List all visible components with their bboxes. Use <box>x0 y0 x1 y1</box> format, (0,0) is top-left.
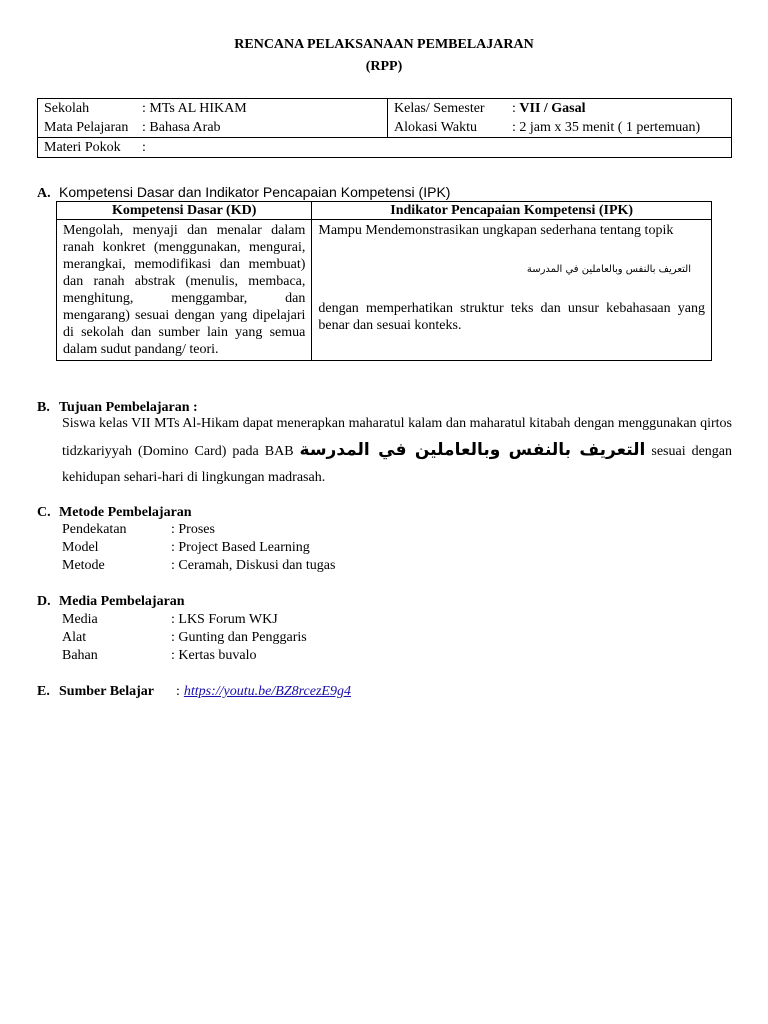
list-item: Metode : Ceramah, Diskusi dan tugas <box>62 558 336 573</box>
tujuan-text-before: Siswa kelas VII MTs Al-Hikam dapat menerapkan maharatul kalam dan maharatul kitabah dengan menggunakan qirtos tidzkariyyah (Domino Card) pada BAB <box>62 416 732 459</box>
alokasi-value: : 2 jam x 35 menit ( 1 pertemuan) <box>512 120 701 135</box>
sumber-belajar-link[interactable]: https://youtu.be/BZ8rcezE9g4 <box>183 684 351 699</box>
metode-list <box>62 521 335 575</box>
document-title: RENCANA PELAKSANAAN PEMBELAJARAN <box>234 37 534 52</box>
sekolah-cell <box>38 99 388 138</box>
alokasi-label: Alokasi Waktu <box>394 120 477 135</box>
list-item: Pendekatan : Proses <box>62 522 215 537</box>
mapel-value: : Bahasa Arab <box>142 120 221 135</box>
kd-text: Mengolah, menyaji dan menalar dalam ranah konkret (menggunakan, mengurai, merangkai, memodifikasi dan membuat) dan ranah abstrak (menulis, membaca, menghitung, menggambar, dan mengarang) sesuai dengan yang dipelajari di sekolah dan sumber lain yang semua dalam sudut pandang/ teori. <box>57 220 312 361</box>
ipk-header: Indikator Pencapaian Kompetensi (IPK) <box>312 202 712 220</box>
section-c-heading <box>37 504 192 522</box>
competency-table <box>56 201 712 361</box>
materi-label: Materi Pokok <box>44 140 121 155</box>
ipk-arabic-topic: التعريف بالنفس وبالعاملين في المدرسة <box>526 264 691 275</box>
tujuan-text-after: sesuai dengan kehidupan sehari-hari di lingkungan madrasah. <box>62 444 732 485</box>
materi-cell <box>38 138 732 158</box>
sekolah-value: : MTs AL HIKAM <box>142 101 247 116</box>
section-e-title: Sumber Belajar <box>59 684 155 699</box>
identity-table <box>37 98 732 158</box>
kelas-label: Kelas/ Semester <box>394 101 485 116</box>
sekolah-label: Sekolah <box>44 101 90 116</box>
document-subtitle: (RPP) <box>365 59 403 74</box>
list-item: Model : Project Based Learning <box>62 540 310 555</box>
ipk-line1: Mampu Mendemonstrasikan ungkapan sederhana tentang topik <box>318 223 674 238</box>
materi-value: : <box>142 140 146 155</box>
kelas-value: VII / Gasal <box>519 101 586 116</box>
list-item: Alat : Gunting dan Penggaris <box>62 630 307 645</box>
section-a-heading <box>37 183 450 203</box>
kelas-cell <box>388 99 732 138</box>
kd-header: Kompetensi Dasar (KD) <box>57 202 312 220</box>
mapel-label: Mata Pelajaran <box>44 120 129 135</box>
section-a-letter: A. <box>37 186 51 201</box>
section-d-heading <box>37 593 185 611</box>
section-b-title: Tujuan Pembelajaran : <box>59 400 198 415</box>
section-c-letter: C. <box>37 505 51 520</box>
section-d-title: Media Pembelajaran <box>59 594 185 609</box>
ipk-cell <box>312 220 712 361</box>
section-c-title: Metode Pembelajaran <box>59 505 192 520</box>
list-item: Bahan : Kertas buvalo <box>62 648 257 663</box>
section-e-colon: : <box>176 684 180 699</box>
section-e-heading <box>37 683 351 701</box>
list-item: Media : LKS Forum WKJ <box>62 612 278 627</box>
section-d-letter: D. <box>37 594 51 609</box>
tujuan-paragraph <box>62 411 732 491</box>
section-b-letter: B. <box>37 400 50 415</box>
kelas-colon: : <box>512 101 520 116</box>
section-a-title: Kompetensi Dasar dan Indikator Pencapaian Kompetensi (IPK) <box>59 184 451 200</box>
media-list <box>62 611 307 665</box>
ipk-line2: dengan memperhatikan struktur teks dan unsur kebahasaan yang benar dan sesuai konteks. <box>318 301 705 333</box>
section-e-letter: E. <box>37 684 50 699</box>
tujuan-arabic-topic: التعريف بالنفس وبالعاملين في المدرسة <box>299 440 646 460</box>
